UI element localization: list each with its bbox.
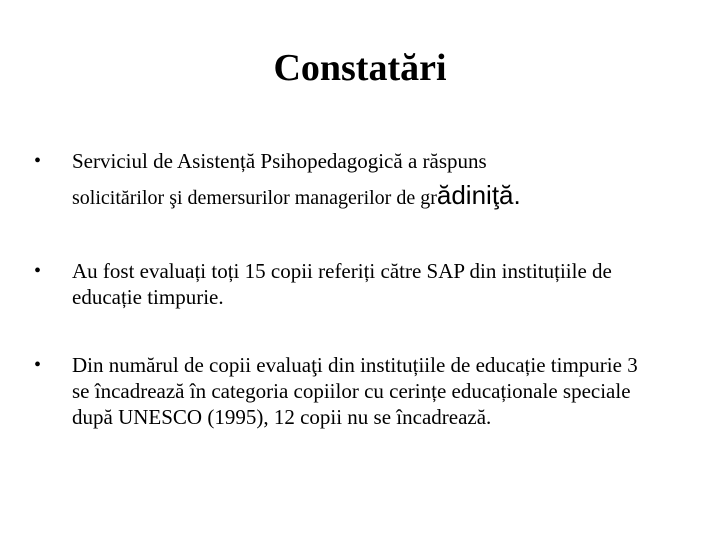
bullet-dot-icon: • [34,354,42,376]
bullet-dot-icon: • [34,260,42,282]
bullet-text-segment: solicitărilor şi demersurilor managerilor de gr [72,187,437,209]
bullet-text: Din numărul de copii evaluaţi din instituțiile de educație timpurie 3 se încadrează în categoria copiilor cu cerințe educaționale speciale după UNESCO (1995), 12 copii nu se încadrează. [72,353,638,429]
bullet-text-line: Serviciul de Asistență Psihopedagogică a răspuns [72,149,487,173]
bullet-item [34,258,644,310]
bullet-text-segment: ădiniţă. [436,180,521,210]
bullet-item [34,148,644,211]
bullet-text [72,148,644,211]
bullet-text-line [72,182,644,211]
bullet-text: Au fost evaluați toți 15 copii referiți către SAP din instituțiile de educație timpurie. [72,259,612,309]
bullet-item [34,352,644,430]
bullet-dot-icon: • [34,150,42,172]
slide-title: Constatări [273,47,447,89]
